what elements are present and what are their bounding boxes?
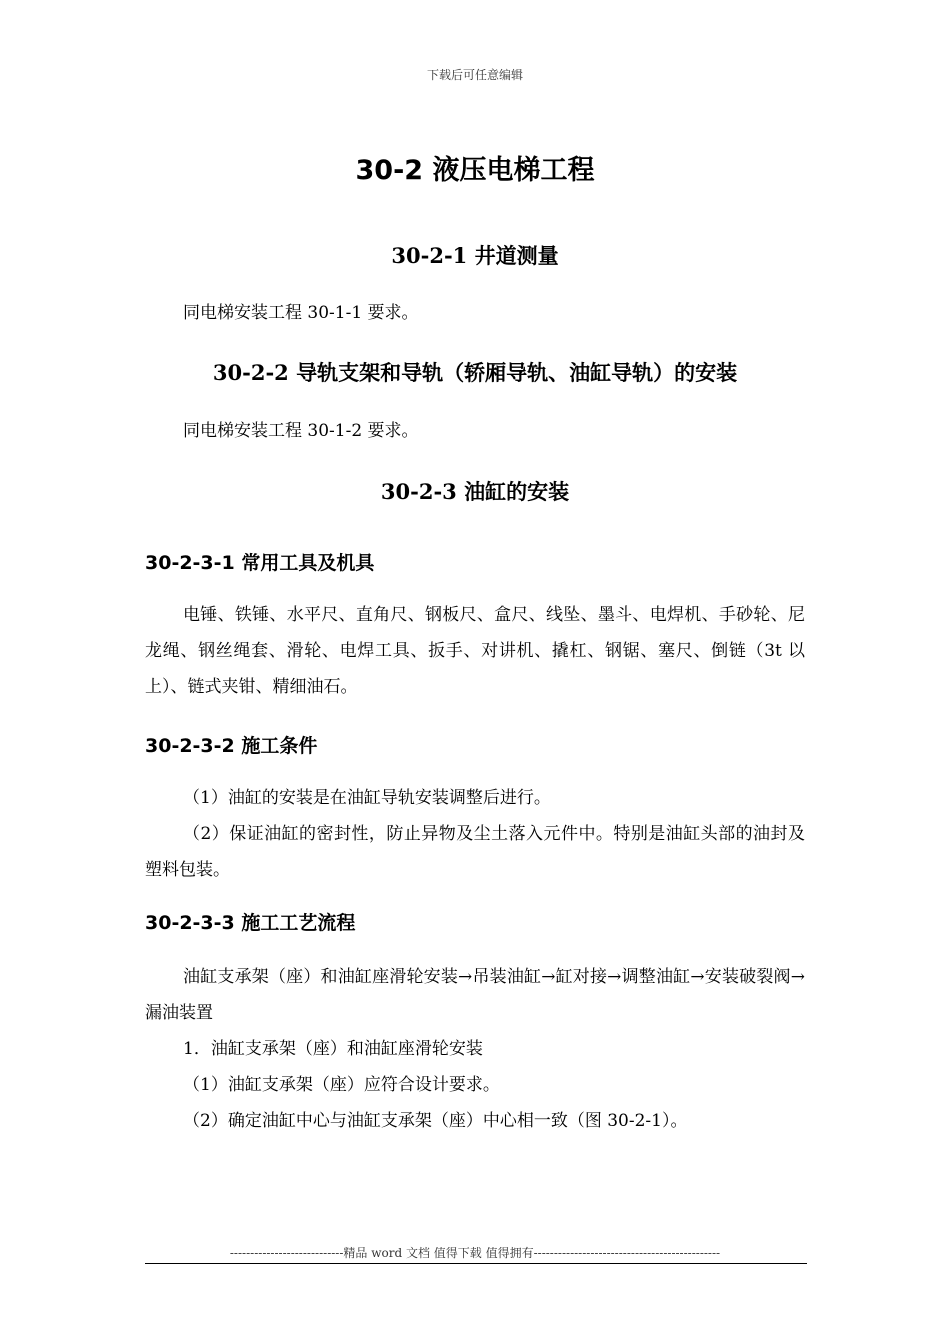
subsection-heading-process-flow: 30-2-3-3 施工工艺流程 <box>145 912 356 934</box>
process-item-2: （2）确定油缸中心与油缸支承架（座）中心相一致（图 30-2-1）。 <box>183 1111 688 1131</box>
conditions-item-1: （1）油缸的安装是在油缸导轨安装调整后进行。 <box>183 788 551 808</box>
footer-divider <box>145 1263 807 1264</box>
conditions-item-2: （2）保证油缸的密封性，防止异物及尘土落入元件中。特别是油缸头部的油封及塑料包装。 <box>145 824 805 880</box>
subsection-heading-conditions: 30-2-3-2 施工条件 <box>145 735 318 757</box>
section-heading-30-2-3: 30-2-3 油缸的安装 <box>380 479 570 504</box>
section-text-30-2-2: 同电梯安装工程 30-1-2 要求。 <box>183 421 419 441</box>
tools-paragraph: 电锤、铁锤、水平尺、直角尺、钢板尺、盒尺、线坠、墨斗、电焊机、手砂轮、尼龙绳、钢丝绳套、滑轮、电焊工具、扳手、对讲机、撬杠、钢锯、塞尺、倒链（3t 以上）、链式夹钳、精细油石。 <box>145 605 805 697</box>
process-flow-paragraph: 油缸支承架（座）和油缸座滑轮安装→吊装油缸→缸对接→调整油缸→安装破裂阀→漏油装置 <box>145 967 805 1023</box>
section-heading-30-2-2: 30-2-2 导轨支架和导轨（轿厢导轨、油缸导轨）的安装 <box>212 360 738 385</box>
subsection-heading-tools: 30-2-3-1 常用工具及机具 <box>145 552 375 574</box>
process-step-1: 1．油缸支承架（座）和油缸座滑轮安装 <box>183 1039 483 1059</box>
process-item-1: （1）油缸支承架（座）应符合设计要求。 <box>183 1075 500 1095</box>
page-header: 下载后可任意编辑 <box>426 68 523 82</box>
section-text-30-2-1: 同电梯安装工程 30-1-1 要求。 <box>183 303 419 323</box>
section-heading-30-2-1: 30-2-1 井道测量 <box>391 243 559 268</box>
document-title: 30-2 液压电梯工程 <box>355 155 595 186</box>
page-footer: ----------------------------精品 word 文档 值得下载 值得拥有---------------------------------------------- <box>229 1246 721 1260</box>
